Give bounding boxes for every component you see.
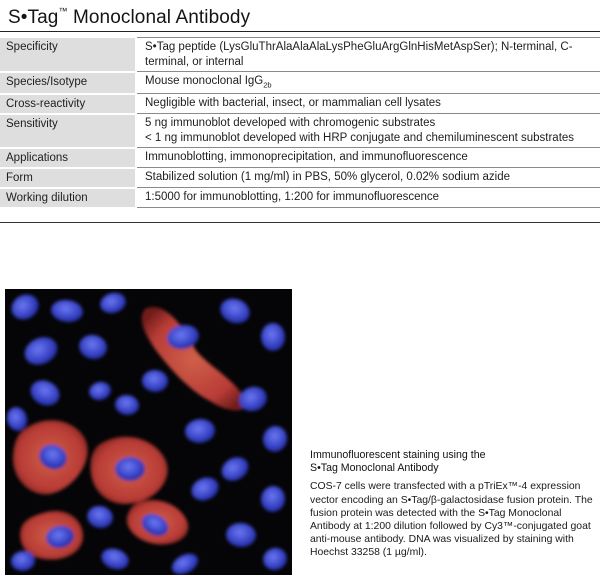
table-bottom-divider: [0, 222, 600, 223]
caption-body: COS-7 cells were transfected with a pTriEx™-4 expression vector encoding an S•Tag/β-galactosidase fusion protein. The fusion protein was detected with the S•Tag Monoclonal Antibody at 1:200 dilution followed by Cy3™-conjugated goat anti-mouse antibody. DNA was visualized by staining with Hoechst 33258 (1 µg/ml).: [310, 481, 593, 559]
row-label-form: Form: [0, 168, 136, 188]
stained-nucleus: [188, 473, 223, 504]
stained-nucleus: [141, 369, 168, 392]
row-value-cross-reactivity: Negligible with bacterial, insect, or mammalian cell lysates: [136, 94, 600, 114]
row-label-cross-reactivity: Cross-reactivity: [0, 94, 136, 114]
stained-nucleus: [87, 380, 113, 403]
table-row: [0, 38, 600, 72]
table-row: [0, 72, 600, 94]
figure-caption: [310, 449, 600, 560]
stained-nucleus: [114, 393, 141, 417]
trademark-mark: ™: [58, 6, 68, 16]
stained-nucleus: [225, 522, 257, 548]
isotype-text: Mouse monoclonal IgG: [145, 75, 264, 87]
stained-nucleus: [260, 423, 291, 455]
table-row: [0, 114, 600, 148]
fluorescence-micrograph: [5, 289, 292, 575]
table-row: [0, 94, 600, 114]
caption-title: [310, 449, 600, 475]
table-row: [0, 188, 600, 208]
page-title: [8, 6, 250, 29]
caption-title-line-1: Immunofluorescent staining using the: [310, 449, 486, 461]
table-row: [0, 148, 600, 168]
sensitivity-line-2: < 1 ng immunoblot developed with HRP conjugate and chemiluminescent substrates: [145, 132, 575, 145]
row-label-specificity: Specificity: [0, 38, 136, 72]
row-value-specificity: S•Tag peptide (LysGluThrAlaAlaAlaLysPheGluArgGlnHisMetAspSer); N-terminal, C-terminal, or internal: [136, 38, 600, 72]
stained-nucleus: [99, 545, 132, 573]
sensitivity-line-1: 5 ng immunoblot developed with chromogenic substrates: [145, 117, 436, 130]
stained-nucleus: [217, 294, 254, 327]
stained-nucleus: [260, 545, 290, 574]
stained-nucleus: [217, 453, 252, 486]
stained-nucleus: [98, 290, 129, 316]
stained-nucleus: [236, 383, 271, 415]
caption-title-line-2: S•Tag Monoclonal Antibody: [310, 462, 439, 475]
title-text-rest: Monoclonal Antibody: [67, 7, 251, 28]
title-text: S•Tag: [8, 7, 59, 28]
row-value-applications: Immunoblotting, immonoprecipitation, and immunofluorescence: [136, 148, 600, 168]
stained-nucleus: [7, 290, 43, 325]
stained-nucleus: [50, 298, 84, 324]
stained-nucleus: [85, 503, 115, 530]
row-value-species-isotype: [136, 72, 600, 94]
stained-cytoplasm: [142, 307, 246, 410]
isotype-subscript: 2b: [263, 80, 272, 90]
specification-table: [0, 37, 600, 209]
stained-nucleus: [184, 417, 216, 444]
stained-nucleus: [261, 323, 286, 352]
stained-nucleus: [77, 332, 109, 361]
row-value-working-dilution: 1:5000 for immunoblotting, 1:200 for immunofluorescence: [136, 188, 600, 208]
row-label-sensitivity: Sensitivity: [0, 114, 136, 148]
row-value-form: Stabilized solution (1 mg/ml) in PBS, 50% glycerol, 0.02% sodium azide: [136, 168, 600, 188]
stained-nucleus: [259, 484, 286, 513]
stained-nucleus: [26, 376, 63, 411]
stained-nucleus: [168, 549, 201, 575]
row-label-applications: Applications: [0, 148, 136, 168]
row-value-sensitivity: [136, 114, 600, 148]
row-label-working-dilution: Working dilution: [0, 188, 136, 208]
table-row: [0, 168, 600, 188]
title-divider: [0, 31, 600, 32]
row-label-species-isotype: Species/Isotype: [0, 72, 136, 94]
stained-nucleus: [20, 332, 62, 370]
